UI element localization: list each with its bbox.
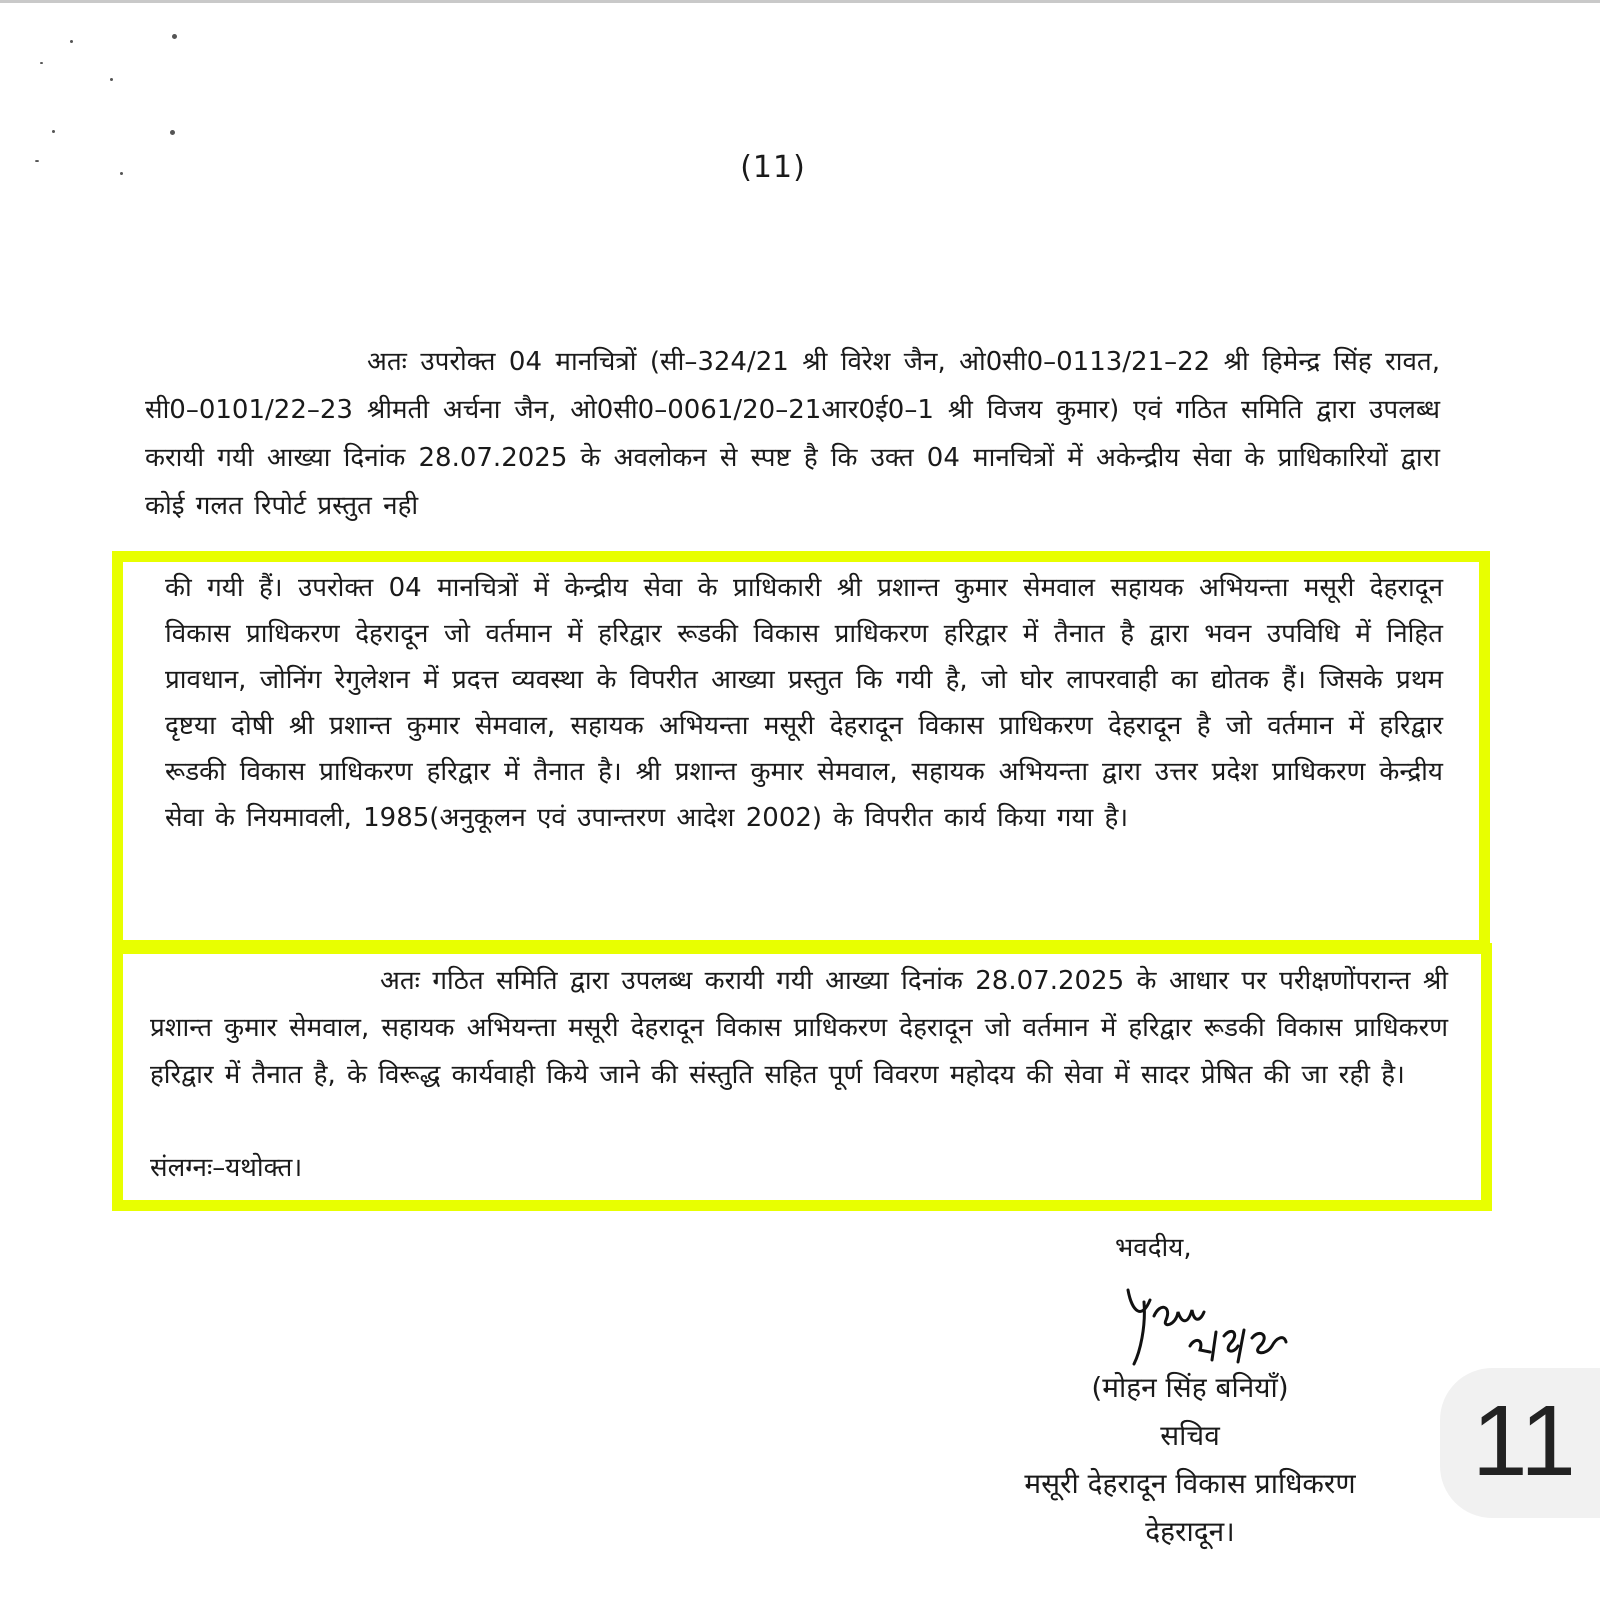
top-edge-rule (0, 0, 1600, 3)
handwritten-signature (1120, 1272, 1350, 1367)
signatory-name: (मोहन सिंह बनियाँ) (1091, 1371, 1289, 1404)
scan-speck (170, 130, 175, 135)
paragraph-observation: अतः उपरोक्त 04 मानचित्रों (सी–324/21 श्री विरेश जैन, ओ0सी0–0113/21–22 श्री हिमेन्द्र सिंह रावत, सी0–0101/22–23 श्रीमती अर्चना जैन, ओ0सी0–0061/20–21आर0ई0–1 श्री विजय कुमार) एवं गठित समिति द्वारा उपलब्ध करायी गयी आख्या दिनांक 28.07.2025 के अवलोकन से स्पष्ट है कि उक्त 04 मानचित्रों में अकेन्द्रीय सेवा के प्राधिकारियों द्वारा कोई गलत रिपोर्ट प्रस्तुत नही (145, 347, 1440, 521)
scan-speck (120, 172, 123, 175)
signatory-organization: मसूरी देहरादून विकास प्राधिकरण (1024, 1467, 1356, 1500)
scan-speck (40, 62, 43, 64)
page-indicator-number: 11 (1472, 1385, 1576, 1497)
signatory-city: देहरादून। (1145, 1515, 1235, 1548)
paragraph-recommendation: अतः गठित समिति द्वारा उपलब्ध करायी गयी आख्या दिनांक 28.07.2025 के आधार पर परीक्षणोंपरान्त श्री प्रशान्त कुमार सेमवाल, सहायक अभियन्ता मसूरी देहरादून विकास प्राधिकरण देहरादून जो वर्तमान में हरिद्वार रूडकी विकास प्राधिकरण हरिद्वार में तैनात है, के विरूद्ध कार्यवाही किये जाने की संस्तुति सहित पूर्ण विवरण महोदय की सेवा में सादर प्रेषित की जा रही है। (150, 966, 1448, 1090)
page-indicator-badge (1440, 1368, 1600, 1518)
scan-speck (35, 160, 39, 162)
enclosure-note: संलग्नः–यथोक्त। (150, 1153, 303, 1183)
paragraph-findings: की गयी हैं। उपरोक्त 04 मानचित्रों में केन्द्रीय सेवा के प्राधिकारी श्री प्रशान्त कुमार सेमवाल सहायक अभियन्ता मसूरी देहरादून विकास प्राधिकरण देहरादून जो वर्तमान में हरिद्वार रूडकी विकास प्राधिकरण हरिद्वार में तैनात है द्वारा भवन उपविधि में निहित प्रावधान, जोनिंग रेगुलेशन में प्रदत्त व्यवस्था के विपरीत आख्या प्रस्तुत कि गयी है, जो घोर लापरवाही का द्योतक हैं। जिसके प्रथम दृष्टया दोषी श्री प्रशान्त कुमार सेमवाल, सहायक अभियन्ता मसूरी देहरादून विकास प्राधिकरण देहरादून है जो वर्तमान में हरिद्वार रूडकी विकास प्राधिकरण हरिद्वार में तैनात है। श्री प्रशान्त कुमार सेमवाल, सहायक अभियन्ता द्वारा उत्तर प्रदेश प्राधिकरण केन्द्रीय सेवा के नियमावली, 1985(अनुकूलन एवं उपान्तरण आदेश 2002) के विपरीत कार्य किया गया है। (165, 573, 1443, 833)
signatory-designation: सचिव (1160, 1419, 1220, 1452)
scan-speck (52, 130, 55, 133)
signatory-block (900, 1364, 1480, 1556)
scan-speck (70, 40, 73, 43)
scan-speck (110, 78, 113, 81)
page-number: (11) (740, 150, 806, 185)
closing-salutation: भवदीय, (1115, 1233, 1192, 1263)
scan-speck (172, 34, 177, 39)
